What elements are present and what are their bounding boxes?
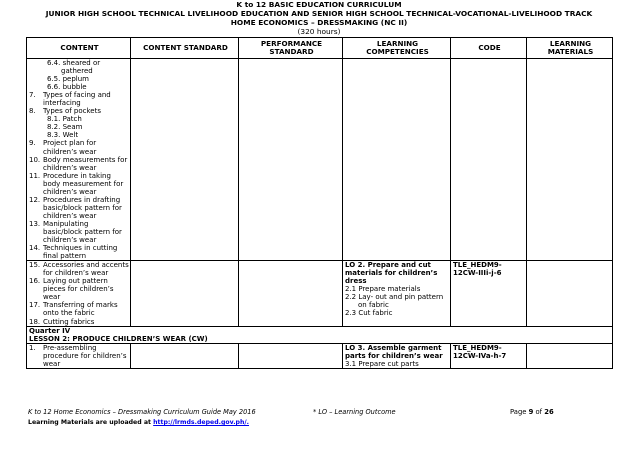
content-standard-cell <box>131 343 239 368</box>
item-number <box>29 252 43 260</box>
item-text: 8.2. Seam <box>47 123 83 132</box>
item-text: Body measurements for <box>43 155 128 164</box>
item-text: 8.1. Patch <box>47 115 82 124</box>
code-cell <box>451 343 527 368</box>
learning-materials-cell <box>527 261 613 326</box>
item-text: pieces for children’s <box>43 285 114 294</box>
item-number <box>29 67 47 75</box>
item-text: Techniques in cutting <box>43 244 118 253</box>
col-header-content-standard: CONTENT STANDARD <box>131 38 239 59</box>
item-number <box>29 148 43 156</box>
item-number <box>29 236 43 244</box>
item-number: 1. <box>29 343 36 352</box>
item-number: 18. <box>29 317 41 326</box>
item-text: children’s wear <box>43 236 97 245</box>
col-header-learning-materials <box>527 38 613 59</box>
item-number <box>29 309 43 317</box>
performance-standard-cell <box>239 261 343 326</box>
content-item <box>29 212 130 220</box>
item-number <box>29 131 47 139</box>
lo-item: on fabric <box>358 301 389 310</box>
content-item <box>29 277 130 285</box>
table-header-row <box>27 38 613 59</box>
item-number <box>29 269 43 277</box>
item-text: 8.3. Welt <box>47 131 79 140</box>
item-text: Manipulating <box>43 219 89 228</box>
item-text: Procedure in taking <box>43 171 111 180</box>
item-text: procedure for children’s <box>43 351 127 360</box>
content-cell <box>27 261 131 326</box>
item-text: onto the fabric <box>43 309 95 318</box>
item-number <box>29 204 43 212</box>
item-text: Project plan for <box>43 139 97 148</box>
item-number <box>29 352 43 360</box>
content-item <box>29 360 130 368</box>
item-text: wear <box>43 293 61 302</box>
table-row <box>27 343 613 368</box>
content-item <box>29 204 130 212</box>
item-number <box>29 212 43 220</box>
quarter-row <box>27 326 613 343</box>
item-number: 12. <box>29 195 41 204</box>
content-item <box>29 172 130 180</box>
item-number <box>29 188 43 196</box>
item-text: body measurement for <box>43 179 124 188</box>
content-item <box>29 131 130 139</box>
item-number: 17. <box>29 301 41 310</box>
content-item <box>29 352 130 360</box>
item-number: 14. <box>29 244 41 253</box>
page-total: 26 <box>544 408 554 416</box>
item-number: 13. <box>29 219 41 228</box>
item-text: children’s wear <box>43 211 97 220</box>
item-number <box>29 180 43 188</box>
performance-standard-cell <box>239 59 343 261</box>
lesson-label: LESSON 2: PRODUCE CHILDREN’S WEAR (CW) <box>29 334 208 343</box>
lo-item: 2.1 Prepare materials <box>345 285 421 294</box>
col-header-competencies-line2: COMPETENCIES <box>366 47 429 56</box>
lo-item: 2.2 Lay- out and pin pattern <box>345 293 444 302</box>
item-number <box>29 293 43 301</box>
content-item <box>29 252 130 260</box>
item-text: Laying out pattern <box>43 277 108 286</box>
guide-footer: K to 12 Home Economics – Dressmaking Curriculum Guide May 2016 <box>28 408 256 416</box>
content-item <box>29 228 130 236</box>
lo-title: materials for children’s <box>345 269 438 278</box>
item-number <box>29 99 43 107</box>
learning-materials-cell <box>527 343 613 368</box>
content-item <box>29 123 130 131</box>
course-title: HOME ECONOMICS – DRESSMAKING (NC II) <box>230 18 408 27</box>
content-standard-cell <box>131 261 239 326</box>
content-item <box>29 115 130 123</box>
item-text: wear <box>43 359 61 368</box>
item-number <box>29 228 43 236</box>
quarter-cell <box>27 326 613 343</box>
course-hours: (320 hours) <box>297 27 341 36</box>
code-text: 12CW-IVa-h-7 <box>453 351 507 360</box>
col-header-materials-line1: LEARNING <box>549 38 592 48</box>
content-cell <box>27 343 131 368</box>
item-text: Pre-assembling <box>43 343 97 352</box>
learning-competencies-cell <box>343 343 451 368</box>
page-of: of <box>533 408 545 416</box>
item-number: 7. <box>29 91 36 100</box>
content-item <box>29 180 130 188</box>
content-item <box>29 75 130 83</box>
item-number <box>29 285 43 293</box>
item-number <box>29 115 47 123</box>
lo-title: parts for children’s wear <box>345 351 443 360</box>
item-text: Procedures in drafting <box>43 195 121 204</box>
col-header-code: CODE <box>451 38 527 59</box>
item-text: Transferring of marks <box>43 301 118 310</box>
lo-footnote: * LO – Learning Outcome <box>313 408 396 416</box>
code-text: TLE_HEDM9- <box>453 343 502 352</box>
content-item <box>29 244 130 252</box>
col-header-content: CONTENT <box>27 38 131 59</box>
lo-item: 2.3 Cut fabric <box>345 309 393 318</box>
content-item <box>29 107 130 115</box>
item-number <box>29 123 47 131</box>
page-prefix: Page <box>510 408 529 416</box>
content-item <box>29 91 130 99</box>
content-item <box>29 67 130 75</box>
materials-prefix: Learning Materials are uploaded at <box>28 419 154 426</box>
item-text: children’s wear <box>43 187 97 196</box>
col-header-learning-competencies <box>343 38 451 59</box>
item-text: 6.6. bubble <box>47 83 87 92</box>
materials-link[interactable]: http://lrmds.deped.gov.ph/. <box>153 419 250 426</box>
content-item <box>29 309 130 317</box>
item-number <box>29 75 47 83</box>
col-header-performance-standard <box>239 38 343 59</box>
learning-materials-cell <box>527 59 613 261</box>
content-item <box>29 285 130 293</box>
item-text: basic/block pattern for <box>43 203 122 212</box>
content-item <box>29 188 130 196</box>
learning-competencies-cell <box>343 261 451 326</box>
item-text: for children’s wear <box>43 269 109 278</box>
curriculum-table <box>26 37 613 369</box>
page-number <box>510 408 554 416</box>
content-item <box>29 261 130 269</box>
content-item <box>29 59 130 67</box>
lo-title: LO 3. Assemble garment <box>345 343 442 352</box>
item-text: 6.5. peplum <box>47 75 89 84</box>
content-item <box>29 236 130 244</box>
content-cell <box>27 59 131 261</box>
content-item <box>29 99 130 107</box>
code-text: TLE_HEDM9- <box>453 261 502 270</box>
item-number <box>29 83 47 91</box>
col-header-materials-line2: MATERIALS <box>547 47 594 56</box>
item-text: gathered <box>61 67 93 76</box>
item-text: Cutting fabrics <box>43 317 95 326</box>
content-item <box>29 269 130 277</box>
content-item <box>29 148 130 156</box>
lo-title: dress <box>345 277 367 286</box>
item-number: 9. <box>29 139 36 148</box>
track-title: JUNIOR HIGH SCHOOL TECHNICAL LIVELIHOOD EDUCATION AND SENIOR HIGH SCHOOL TECHNICAL-VOCATIONAL-LIVELIHOOD TRACK <box>45 9 593 18</box>
item-number <box>29 59 47 67</box>
materials-note <box>28 419 249 427</box>
lo-title: LO 2. Prepare and cut <box>345 261 431 270</box>
content-item <box>29 318 130 326</box>
learning-competencies-cell <box>343 59 451 261</box>
item-text: 6.4. sheared or <box>47 59 101 67</box>
item-number: 10. <box>29 155 41 164</box>
content-item <box>29 220 130 228</box>
item-text: children’s wear <box>43 147 97 156</box>
code-cell <box>451 59 527 261</box>
item-number <box>29 164 43 172</box>
table-row <box>27 59 613 261</box>
table-row <box>27 261 613 326</box>
item-text: children’s wear <box>43 163 97 172</box>
content-item <box>29 139 130 147</box>
item-text: Accessories and accents <box>43 261 129 270</box>
col-header-performance-line2: STANDARD <box>269 47 314 56</box>
page-current: 9 <box>528 408 534 416</box>
content-item <box>29 344 130 352</box>
item-number: 8. <box>29 107 36 116</box>
content-item <box>29 164 130 172</box>
item-text: interfacing <box>43 99 81 108</box>
item-text: final pattern <box>43 252 87 261</box>
col-header-performance-line1: PERFORMANCE <box>260 38 323 48</box>
content-item <box>29 301 130 309</box>
content-item <box>29 293 130 301</box>
performance-standard-cell <box>239 343 343 368</box>
lo-item: 3.1 Prepare cut parts <box>345 359 419 368</box>
item-number: 16. <box>29 277 41 286</box>
content-item <box>29 196 130 204</box>
content-standard-cell <box>131 59 239 261</box>
item-text: Types of facing and <box>43 91 111 100</box>
item-number: 15. <box>29 261 41 270</box>
item-number <box>29 360 43 368</box>
item-text: basic/block pattern for <box>43 227 122 236</box>
quarter-label: Quarter IV <box>29 326 71 335</box>
code-text: 12CW-IIIi-j-6 <box>453 269 502 278</box>
code-cell <box>451 261 527 326</box>
content-item <box>29 156 130 164</box>
content-item <box>29 83 130 91</box>
item-number: 11. <box>29 171 41 180</box>
curriculum-title: K to 12 BASIC EDUCATION CURRICULUM <box>236 0 402 9</box>
col-header-competencies-line1: LEARNING <box>376 38 419 48</box>
item-text: Types of pockets <box>43 107 101 116</box>
